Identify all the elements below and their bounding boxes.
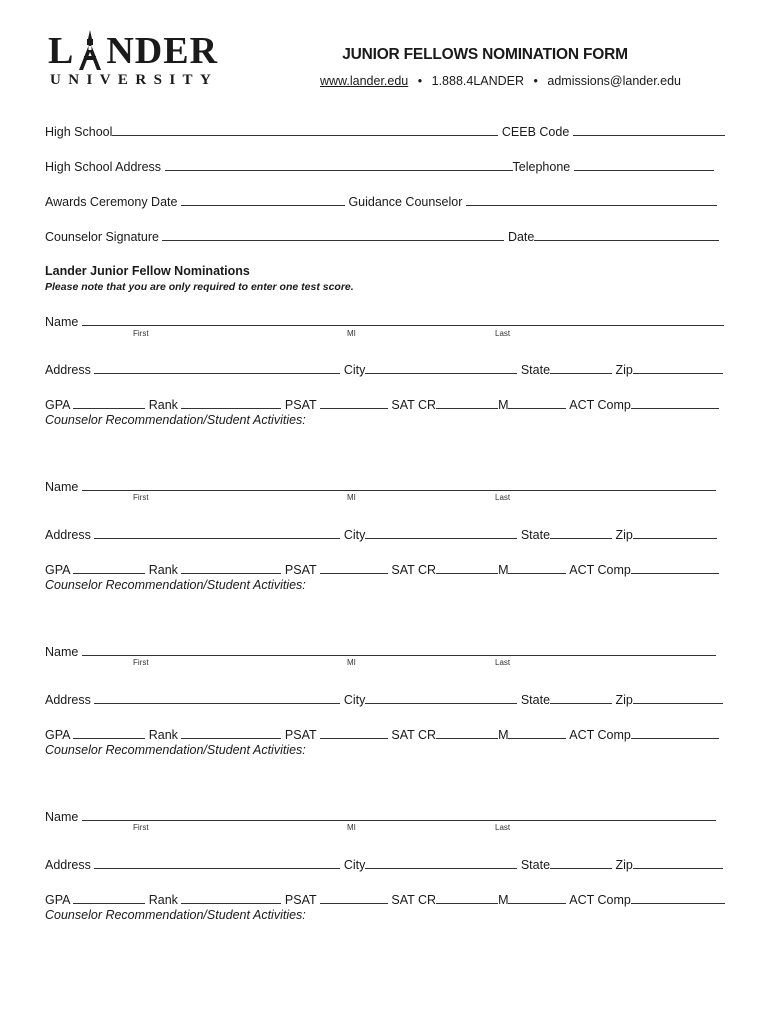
logo-subtitle: UNIVERSITY bbox=[50, 72, 219, 88]
nominee-scores-row bbox=[45, 562, 719, 577]
sat-m-field[interactable] bbox=[508, 727, 566, 739]
last-caption: Last bbox=[495, 329, 511, 338]
lander-university-logo bbox=[48, 30, 226, 92]
address-field[interactable] bbox=[94, 527, 340, 539]
name-field[interactable] bbox=[82, 314, 724, 326]
sat-m-label: M bbox=[498, 728, 509, 742]
guidance-counselor-label: Guidance Counselor bbox=[348, 195, 463, 209]
nominee-address-row bbox=[45, 692, 723, 707]
psat-label: PSAT bbox=[284, 563, 317, 577]
zip-field[interactable] bbox=[633, 857, 723, 869]
sat-m-field[interactable] bbox=[508, 562, 566, 574]
sat-cr-field[interactable] bbox=[436, 562, 498, 574]
section-title: Lander Junior Fellow Nominations bbox=[45, 264, 250, 278]
form-title: JUNIOR FELLOWS NOMINATION FORM bbox=[342, 46, 628, 63]
name-field[interactable] bbox=[82, 644, 716, 656]
state-field[interactable] bbox=[550, 692, 612, 704]
telephone-label: Telephone bbox=[512, 160, 571, 174]
act-comp-label: ACT Comp bbox=[569, 728, 631, 742]
zip-label: Zip bbox=[615, 528, 633, 542]
state-label: State bbox=[520, 363, 551, 377]
mi-caption: MI bbox=[347, 329, 356, 338]
gpa-field[interactable] bbox=[73, 397, 145, 409]
nominee-address-row bbox=[45, 527, 717, 542]
zip-field[interactable] bbox=[633, 692, 723, 704]
city-label: City bbox=[343, 363, 366, 377]
date-field[interactable] bbox=[534, 229, 719, 241]
rank-field[interactable] bbox=[181, 397, 281, 409]
psat-field[interactable] bbox=[320, 727, 388, 739]
psat-field[interactable] bbox=[320, 562, 388, 574]
website-link[interactable]: www.lander.edu bbox=[320, 74, 409, 88]
gpa-label: GPA bbox=[45, 893, 70, 907]
act-comp-field[interactable] bbox=[631, 397, 719, 409]
logo-letters-nder: NDER bbox=[106, 30, 219, 72]
first-caption: First bbox=[133, 329, 149, 338]
address-label: Address bbox=[45, 858, 91, 872]
tower-icon bbox=[75, 30, 105, 70]
state-field[interactable] bbox=[550, 857, 612, 869]
mi-caption: MI bbox=[347, 493, 356, 502]
psat-field[interactable] bbox=[320, 892, 388, 904]
telephone-field[interactable] bbox=[574, 159, 714, 171]
zip-field[interactable] bbox=[633, 362, 723, 374]
nominee-scores-row bbox=[45, 397, 719, 412]
city-field[interactable] bbox=[365, 692, 517, 704]
awards-date-field[interactable] bbox=[181, 194, 345, 206]
email-address: admissions@lander.edu bbox=[547, 74, 682, 88]
act-comp-field[interactable] bbox=[631, 562, 719, 574]
recommendation-label: Counselor Recommendation/Student Activities: bbox=[45, 743, 306, 757]
nominee-name-row bbox=[45, 644, 716, 659]
school-address-label: High School Address bbox=[45, 160, 162, 174]
ceeb-code-label: CEEB Code bbox=[501, 125, 570, 139]
gpa-label: GPA bbox=[45, 398, 70, 412]
psat-label: PSAT bbox=[284, 398, 317, 412]
counselor-signature-label: Counselor Signature bbox=[45, 230, 159, 244]
state-field[interactable] bbox=[550, 527, 612, 539]
state-label: State bbox=[520, 528, 551, 542]
sat-cr-field[interactable] bbox=[436, 892, 498, 904]
zip-label: Zip bbox=[615, 363, 633, 377]
rank-label: Rank bbox=[148, 398, 178, 412]
sat-cr-label: SAT CR bbox=[391, 893, 437, 907]
mi-caption: MI bbox=[347, 823, 356, 832]
school-address-row bbox=[45, 159, 714, 174]
address-label: Address bbox=[45, 363, 91, 377]
act-comp-field[interactable] bbox=[631, 727, 719, 739]
address-label: Address bbox=[45, 693, 91, 707]
state-label: State bbox=[520, 693, 551, 707]
sat-cr-field[interactable] bbox=[436, 397, 498, 409]
psat-label: PSAT bbox=[284, 893, 317, 907]
name-label: Name bbox=[45, 480, 79, 494]
gpa-label: GPA bbox=[45, 728, 70, 742]
sat-cr-field[interactable] bbox=[436, 727, 498, 739]
recommendation-label: Counselor Recommendation/Student Activities: bbox=[45, 578, 306, 592]
city-label: City bbox=[343, 693, 366, 707]
awards-row bbox=[45, 194, 717, 209]
nominee-scores-row bbox=[45, 892, 725, 907]
nominee-address-row bbox=[45, 362, 723, 377]
name-label: Name bbox=[45, 315, 79, 329]
name-label: Name bbox=[45, 645, 79, 659]
gpa-field[interactable] bbox=[73, 562, 145, 574]
ceeb-code-field[interactable] bbox=[573, 124, 725, 136]
rank-label: Rank bbox=[148, 563, 178, 577]
rank-field[interactable] bbox=[181, 892, 281, 904]
nominee-name-row bbox=[45, 479, 716, 494]
zip-label: Zip bbox=[615, 858, 633, 872]
high-school-row bbox=[45, 124, 725, 139]
logo-wordmark bbox=[48, 30, 226, 70]
guidance-counselor-field[interactable] bbox=[466, 194, 717, 206]
nominee-name-row bbox=[45, 314, 724, 329]
separator: • bbox=[533, 74, 538, 88]
name-field[interactable] bbox=[82, 479, 716, 491]
nominee-address-row bbox=[45, 857, 723, 872]
sat-cr-label: SAT CR bbox=[391, 728, 437, 742]
sat-cr-label: SAT CR bbox=[391, 563, 437, 577]
name-field[interactable] bbox=[82, 809, 716, 821]
sat-cr-label: SAT CR bbox=[391, 398, 437, 412]
city-label: City bbox=[343, 858, 366, 872]
rank-field[interactable] bbox=[181, 727, 281, 739]
first-caption: First bbox=[133, 493, 149, 502]
rank-field[interactable] bbox=[181, 562, 281, 574]
sat-m-label: M bbox=[498, 563, 509, 577]
gpa-field[interactable] bbox=[73, 892, 145, 904]
city-field[interactable] bbox=[365, 362, 517, 374]
act-comp-label: ACT Comp bbox=[569, 563, 631, 577]
awards-date-label: Awards Ceremony Date bbox=[45, 195, 178, 209]
school-address-field[interactable] bbox=[165, 159, 513, 171]
signature-row bbox=[45, 229, 719, 244]
sat-m-field[interactable] bbox=[508, 892, 566, 904]
address-label: Address bbox=[45, 528, 91, 542]
city-label: City bbox=[343, 528, 366, 542]
gpa-label: GPA bbox=[45, 563, 70, 577]
psat-field[interactable] bbox=[320, 397, 388, 409]
section-note: Please note that you are only required to enter one test score. bbox=[45, 281, 354, 293]
sat-m-label: M bbox=[498, 398, 509, 412]
zip-label: Zip bbox=[615, 693, 633, 707]
contact-line bbox=[320, 74, 681, 88]
nominee-name-row bbox=[45, 809, 716, 824]
address-field[interactable] bbox=[94, 692, 340, 704]
psat-label: PSAT bbox=[284, 728, 317, 742]
last-caption: Last bbox=[495, 658, 511, 667]
state-field[interactable] bbox=[550, 362, 612, 374]
act-comp-field[interactable] bbox=[631, 892, 725, 904]
zip-field[interactable] bbox=[633, 527, 717, 539]
separator: • bbox=[417, 74, 423, 88]
mi-caption: MI bbox=[347, 658, 356, 667]
name-label: Name bbox=[45, 810, 79, 824]
city-field[interactable] bbox=[365, 857, 517, 869]
act-comp-label: ACT Comp bbox=[569, 893, 631, 907]
first-caption: First bbox=[133, 823, 149, 832]
date-label: Date bbox=[507, 230, 535, 244]
first-caption: First bbox=[133, 658, 149, 667]
city-field[interactable] bbox=[365, 527, 517, 539]
rank-label: Rank bbox=[148, 893, 178, 907]
high-school-field[interactable] bbox=[112, 124, 498, 136]
last-caption: Last bbox=[495, 493, 511, 502]
nominee-scores-row bbox=[45, 727, 719, 742]
recommendation-label: Counselor Recommendation/Student Activities: bbox=[45, 413, 306, 427]
address-field[interactable] bbox=[94, 362, 340, 374]
gpa-field[interactable] bbox=[73, 727, 145, 739]
last-caption: Last bbox=[495, 823, 511, 832]
state-label: State bbox=[520, 858, 551, 872]
rank-label: Rank bbox=[148, 728, 178, 742]
sat-m-field[interactable] bbox=[508, 397, 566, 409]
recommendation-label: Counselor Recommendation/Student Activities: bbox=[45, 908, 306, 922]
act-comp-label: ACT Comp bbox=[569, 398, 631, 412]
high-school-label: High School bbox=[45, 125, 113, 139]
address-field[interactable] bbox=[94, 857, 340, 869]
phone-number: 1.888.4LANDER bbox=[431, 74, 525, 88]
logo-letter-l: L bbox=[48, 30, 75, 72]
counselor-signature-field[interactable] bbox=[162, 229, 504, 241]
sat-m-label: M bbox=[498, 893, 509, 907]
